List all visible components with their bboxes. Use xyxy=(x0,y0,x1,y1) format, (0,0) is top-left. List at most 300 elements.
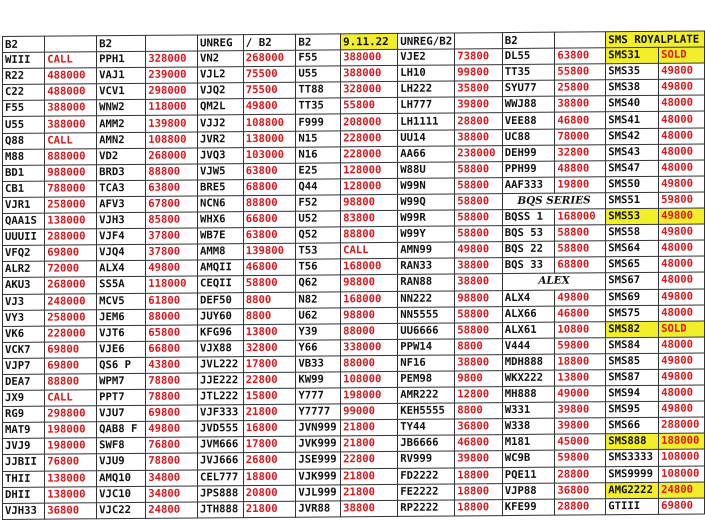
table-body xyxy=(3,31,705,519)
plate-number-cell: VJE2 xyxy=(398,49,455,66)
plate-number-cell: W99R xyxy=(398,210,455,227)
plate-number-cell: DL55 xyxy=(502,48,555,65)
plate-number-cell: SMS3333 xyxy=(606,450,659,467)
price-cell: 24800 xyxy=(146,502,198,519)
price-cell: 39800 xyxy=(555,402,606,418)
price-cell: 13800 xyxy=(243,324,296,341)
plate-number-cell: JUY60 xyxy=(198,308,244,324)
price-cell: 108800 xyxy=(146,132,198,149)
plate-number-cell: VK6 xyxy=(3,326,45,342)
price-cell: 67800 xyxy=(146,196,198,213)
plate-number-cell: AMM8 xyxy=(198,244,244,260)
plate-number-cell: VJF4 xyxy=(97,228,146,244)
plate-number-cell: JVJ666 xyxy=(198,453,244,469)
plate-number-cell: PQE11 xyxy=(502,467,555,484)
plate-number-cell: SMS82 xyxy=(606,321,659,338)
plate-number-cell: RAN33 xyxy=(398,258,455,275)
price-cell: 46800 xyxy=(555,305,606,321)
price-cell: 39800 xyxy=(555,418,606,434)
price-cell: 69800 xyxy=(45,342,97,359)
price-cell: 58800 xyxy=(455,322,502,338)
plate-number-cell: MDH888 xyxy=(502,354,555,371)
plate-number-cell: BQS 53 xyxy=(502,225,555,242)
plate-number-cell: SMS65 xyxy=(606,257,659,274)
price-cell: 88800 xyxy=(45,374,97,391)
plate-number-cell: JVR88 xyxy=(296,501,341,517)
plate-number-cell: CB1 xyxy=(3,181,45,197)
price-cell: 298800 xyxy=(45,406,97,423)
price-cell: 43800 xyxy=(146,357,198,374)
price-cell: 49800 xyxy=(659,224,705,240)
price-cell: 49800 xyxy=(146,260,198,277)
plate-number-cell: SMS67 xyxy=(606,273,659,290)
price-cell: 19800 xyxy=(555,177,606,193)
price-cell: 98800 xyxy=(455,290,502,306)
price-cell: 78000 xyxy=(555,128,606,144)
price-cell: 228000 xyxy=(341,146,398,163)
price-cell: 138000 xyxy=(45,470,97,487)
plate-number-cell: AAF333 xyxy=(502,177,555,194)
plate-number-cell: JPS888 xyxy=(198,485,244,501)
price-cell: 268000 xyxy=(243,50,296,67)
plate-number-cell: SMS53 xyxy=(606,208,659,225)
price-cell: 21800 xyxy=(243,404,296,421)
price-cell: 103000 xyxy=(243,147,296,164)
price-cell: 48000 xyxy=(659,240,705,256)
header-cell: SMS ROYALPLATE xyxy=(606,31,705,48)
price-cell: 258000 xyxy=(45,309,97,326)
price-cell: 24800 xyxy=(659,482,705,498)
price-cell: 49800 xyxy=(455,242,502,258)
price-cell: 76800 xyxy=(146,437,198,454)
price-cell: 63800 xyxy=(555,48,606,64)
price-cell: 38800 xyxy=(555,96,606,112)
plate-number-cell: PPW14 xyxy=(398,339,455,356)
plate-number-cell: QS6 P xyxy=(97,357,146,373)
plate-number-cell: R22 xyxy=(3,68,45,84)
plate-number-cell: GTIII xyxy=(606,498,659,515)
price-cell: 239000 xyxy=(146,67,198,84)
plate-number-cell: UC88 xyxy=(502,129,555,146)
price-cell: 88800 xyxy=(341,227,398,244)
plate-number-cell: U55 xyxy=(3,117,45,133)
plate-number-cell: QAB8 F xyxy=(97,422,146,438)
plate-number-cell: DEA7 xyxy=(3,374,45,390)
price-cell: 198000 xyxy=(45,422,97,439)
plate-number-cell: AA66 xyxy=(398,146,455,163)
price-cell: 118000 xyxy=(146,99,198,116)
price-cell: 61800 xyxy=(146,292,198,309)
header-cell: 9.11.22 xyxy=(341,33,398,50)
plate-number-cell: NN5555 xyxy=(398,307,455,324)
series-label-cell: ALEX xyxy=(502,273,606,290)
plate-number-cell: DHII xyxy=(3,487,45,503)
plate-number-cell: JTH888 xyxy=(198,501,244,517)
price-cell: 18800 xyxy=(455,467,502,483)
plate-number-cell: NF16 xyxy=(398,355,455,372)
price-cell: 338000 xyxy=(341,339,398,356)
plate-number-cell: LH1111 xyxy=(398,113,455,130)
plate-number-cell: VY3 xyxy=(3,310,45,326)
plate-number-cell: MH888 xyxy=(502,386,555,403)
price-cell: 72000 xyxy=(45,261,97,278)
plate-number-cell: AMG2222 xyxy=(606,482,659,499)
price-cell: 488000 xyxy=(45,68,97,85)
price-cell: 21800 xyxy=(341,436,398,453)
plate-number-cell: AFV3 xyxy=(97,196,146,212)
price-cell: 76800 xyxy=(45,454,97,471)
price-cell: 298000 xyxy=(146,83,198,100)
price-cell: 63800 xyxy=(243,163,296,180)
price-cell: 138000 xyxy=(45,213,97,230)
price-cell: 268000 xyxy=(146,148,198,165)
price-cell: 34800 xyxy=(146,486,198,503)
price-cell: 58800 xyxy=(455,161,502,177)
plate-number-cell: VCV1 xyxy=(97,84,146,100)
plate-number-cell: JJE222 xyxy=(198,373,244,389)
header-cell: UNREG/B2 xyxy=(398,33,455,50)
price-cell: 98800 xyxy=(341,194,398,211)
price-cell: 168000 xyxy=(555,209,606,225)
plate-number-cell: JVM666 xyxy=(198,437,244,453)
header-cell: / B2 xyxy=(243,34,296,51)
price-cell: 78800 xyxy=(146,373,198,390)
plate-number-cell: THII xyxy=(3,471,45,487)
plate-number-cell: BRD3 xyxy=(97,164,146,180)
price-cell: 328000 xyxy=(341,82,398,99)
price-cell: 75500 xyxy=(243,66,296,83)
price-cell: 8800 xyxy=(243,308,296,325)
price-cell: 98800 xyxy=(341,275,398,292)
plate-number-cell: VAJ1 xyxy=(97,68,146,84)
plate-number-cell: Q44 xyxy=(296,179,341,195)
price-cell: 28800 xyxy=(455,113,502,129)
plate-number-cell: VFQ2 xyxy=(3,245,45,261)
plate-number-cell: UU14 xyxy=(398,130,455,147)
plate-number-cell: M88 xyxy=(3,149,45,165)
price-cell: 69800 xyxy=(659,498,705,514)
plate-number-cell: SMS9999 xyxy=(606,466,659,483)
price-cell: 78800 xyxy=(146,453,198,470)
price-cell: 48800 xyxy=(555,161,606,177)
header-cell xyxy=(146,35,198,52)
price-cell: 488000 xyxy=(45,84,97,101)
price-cell: 39800 xyxy=(455,451,502,467)
price-cell: CALL xyxy=(45,132,97,149)
price-cell: 48000 xyxy=(659,144,705,160)
price-cell: 36800 xyxy=(555,482,606,498)
plate-number-cell: AMN2 xyxy=(97,132,146,148)
price-cell: 16800 xyxy=(243,420,296,437)
price-cell: 18800 xyxy=(555,354,606,370)
price-cell: 268000 xyxy=(45,277,97,294)
price-cell: 21800 xyxy=(341,484,398,501)
plate-number-cell: LH777 xyxy=(398,97,455,114)
price-cell: 37800 xyxy=(146,244,198,261)
price-cell: 25800 xyxy=(555,80,606,96)
plate-number-cell: PPH1 xyxy=(97,51,146,67)
plate-number-cell: SMS42 xyxy=(606,128,659,145)
price-cell: 49800 xyxy=(243,99,296,116)
plate-number-cell: SWF8 xyxy=(97,438,146,454)
plate-number-cell: KEH5555 xyxy=(398,403,455,420)
price-cell: 20800 xyxy=(243,485,296,502)
price-cell: 58800 xyxy=(243,276,296,293)
plate-number-cell: VD2 xyxy=(97,148,146,164)
plate-number-cell: CEQII xyxy=(198,276,244,292)
price-cell: 88000 xyxy=(341,355,398,372)
price-cell: 388000 xyxy=(45,100,97,117)
plate-number-cell: WB7E xyxy=(198,228,244,244)
price-cell: 58800 xyxy=(555,241,606,257)
plate-number-cell: JTL222 xyxy=(198,389,244,405)
header-cell: B2 xyxy=(97,35,146,51)
price-cell: 58800 xyxy=(455,210,502,226)
plate-number-cell: SMS41 xyxy=(606,112,659,129)
price-cell: 49000 xyxy=(555,386,606,402)
price-cell: 38800 xyxy=(455,354,502,370)
plate-number-cell: VJH33 xyxy=(3,503,45,519)
plate-number-cell: SYU77 xyxy=(502,80,555,97)
price-cell: 128000 xyxy=(341,178,398,195)
price-cell: 988000 xyxy=(45,165,97,182)
plate-number-cell: U52 xyxy=(296,211,341,227)
price-cell: 21800 xyxy=(341,420,398,437)
price-cell: 48000 xyxy=(659,385,705,401)
price-cell: 388000 xyxy=(45,116,97,133)
plate-number-cell: SMS47 xyxy=(606,160,659,177)
plate-number-cell: SMS40 xyxy=(606,96,659,113)
plate-number-cell: VJU9 xyxy=(97,454,146,470)
price-cell: 17800 xyxy=(243,356,296,373)
plate-number-cell: TY44 xyxy=(398,419,455,436)
plate-number-cell: VJU7 xyxy=(97,406,146,422)
plate-number-cell: WIII xyxy=(3,52,45,68)
plate-number-cell: AKU3 xyxy=(3,278,45,294)
price-cell: 46800 xyxy=(455,435,502,451)
plate-number-cell: W99Q xyxy=(398,194,455,211)
price-cell: 388000 xyxy=(341,49,398,66)
plate-number-cell: SMS95 xyxy=(606,401,659,418)
plate-number-cell: VJH3 xyxy=(97,212,146,228)
price-cell: 49800 xyxy=(146,421,198,438)
plate-number-cell: F52 xyxy=(296,195,341,211)
price-cell: 38800 xyxy=(341,500,398,517)
plate-number-cell: SMS69 xyxy=(606,289,659,306)
plate-number-cell: RV999 xyxy=(398,451,455,468)
price-cell: 248000 xyxy=(45,293,97,310)
price-cell: 238000 xyxy=(455,145,502,161)
price-cell: 168000 xyxy=(341,291,398,308)
header-cell: B2 xyxy=(296,34,341,50)
plate-number-cell: JSE999 xyxy=(296,452,341,468)
price-cell: 88800 xyxy=(146,164,198,181)
plate-number-cell: KFE99 xyxy=(502,499,555,516)
plate-number-cell: SS5A xyxy=(97,277,146,293)
plate-number-cell: Q88 xyxy=(3,133,45,149)
price-cell: 63800 xyxy=(146,180,198,197)
plate-number-cell: VJ3 xyxy=(3,294,45,310)
plate-number-cell: SMS85 xyxy=(606,353,659,370)
plate-number-cell: AMQII xyxy=(198,260,244,276)
plate-number-cell: ALX61 xyxy=(502,322,555,339)
price-cell: 37800 xyxy=(146,228,198,245)
price-cell: 39800 xyxy=(455,97,502,113)
price-cell: 118000 xyxy=(146,276,198,293)
price-cell: 28800 xyxy=(555,466,606,482)
price-cell: 34800 xyxy=(146,469,198,486)
plate-number-cell: W99N xyxy=(398,178,455,195)
plate-number-cell: PEM98 xyxy=(398,371,455,388)
price-cell: 49800 xyxy=(659,208,705,224)
plate-number-cell: T53 xyxy=(296,243,341,259)
price-cell: 78800 xyxy=(146,389,198,406)
plate-number-cell: U62 xyxy=(296,307,341,323)
price-cell: 28800 xyxy=(555,498,606,514)
price-cell: 108000 xyxy=(341,371,398,388)
header-cell xyxy=(555,32,606,48)
price-cell: 888000 xyxy=(45,148,97,165)
plate-number-cell: VJP88 xyxy=(502,483,555,500)
price-cell: 38800 xyxy=(455,258,502,274)
plate-number-cell: NN222 xyxy=(398,290,455,307)
plate-number-cell: Y39 xyxy=(296,324,341,340)
plate-number-cell: JVQ3 xyxy=(198,147,244,163)
price-cell: 36800 xyxy=(45,502,97,519)
price-cell: 48000 xyxy=(659,160,705,176)
price-cell: 48000 xyxy=(659,111,705,127)
price-cell: 49800 xyxy=(659,369,705,385)
plate-number-cell: SMS888 xyxy=(606,434,659,451)
plate-number-cell: JB6666 xyxy=(398,435,455,452)
price-cell: 788000 xyxy=(45,181,97,198)
plate-number-cell: BQS 33 xyxy=(502,257,555,274)
plate-number-cell: M181 xyxy=(502,435,555,452)
price-cell: 68800 xyxy=(243,179,296,196)
price-cell: 99800 xyxy=(455,65,502,81)
price-cell: 65800 xyxy=(146,325,198,342)
price-cell: 35800 xyxy=(455,81,502,97)
price-cell: 138000 xyxy=(243,131,296,148)
plate-number-cell: MAT9 xyxy=(3,422,45,438)
plate-number-cell: JVR2 xyxy=(198,131,244,147)
plate-number-cell: SMS38 xyxy=(606,80,659,97)
plate-number-cell: WHX6 xyxy=(198,212,244,228)
plate-number-cell: C22 xyxy=(3,84,45,100)
price-cell: 69800 xyxy=(45,358,97,375)
price-cell: 49800 xyxy=(659,401,705,417)
plate-number-cell: VN2 xyxy=(198,51,244,67)
price-cell: 8800 xyxy=(455,338,502,354)
price-cell: 66800 xyxy=(243,211,296,228)
plate-number-cell: BQS 22 xyxy=(502,241,555,258)
price-cell: 36800 xyxy=(455,419,502,435)
price-cell: 66800 xyxy=(146,341,198,358)
price-cell: 15800 xyxy=(243,388,296,405)
price-cell: 49800 xyxy=(659,353,705,369)
price-cell: 55800 xyxy=(555,64,606,80)
plate-number-cell: VJK999 xyxy=(296,468,341,484)
price-cell: 58800 xyxy=(455,177,502,193)
plate-number-cell: W99Y xyxy=(398,226,455,243)
price-cell: 85800 xyxy=(146,212,198,229)
price-cell: 88800 xyxy=(243,195,296,212)
price-cell: 38800 xyxy=(455,129,502,145)
price-cell: 48000 xyxy=(659,305,705,321)
plate-number-cell: E25 xyxy=(296,163,341,179)
price-cell: 98800 xyxy=(341,307,398,324)
plate-number-cell: MCV5 xyxy=(97,293,146,309)
plate-number-cell: JVJ9 xyxy=(3,439,45,455)
plate-number-cell: RAN88 xyxy=(398,274,455,291)
price-cell: 10800 xyxy=(555,321,606,337)
price-cell: 21800 xyxy=(243,501,296,518)
plate-number-cell: Q52 xyxy=(296,227,341,243)
plate-number-cell: VEE88 xyxy=(502,113,555,130)
price-cell: 18800 xyxy=(455,499,502,515)
price-cell: 58800 xyxy=(555,225,606,241)
plate-number-cell: WNW2 xyxy=(97,100,146,116)
price-cell: 88000 xyxy=(341,323,398,340)
price-cell: 58800 xyxy=(455,226,502,242)
plate-number-cell: JVD555 xyxy=(198,421,244,437)
plate-number-cell: VJP7 xyxy=(3,358,45,374)
plate-number-cell: SMS58 xyxy=(606,224,659,241)
price-cell: 59800 xyxy=(555,450,606,466)
plate-number-cell: SMS66 xyxy=(606,418,659,435)
price-cell: CALL xyxy=(45,52,97,69)
plate-number-cell: SMS50 xyxy=(606,176,659,193)
header-cell: B2 xyxy=(3,36,45,52)
header-cell: B2 xyxy=(502,32,555,49)
plate-number-cell: FE2222 xyxy=(398,484,455,501)
plate-number-cell: ALX66 xyxy=(502,306,555,323)
plate-number-cell: DEH99 xyxy=(502,145,555,162)
plate-price-sheet xyxy=(2,30,705,519)
plate-number-cell: BD1 xyxy=(3,165,45,181)
price-cell: 288000 xyxy=(659,417,705,433)
price-cell: 55800 xyxy=(341,98,398,115)
plate-number-cell: AMM2 xyxy=(97,116,146,132)
price-cell: 49800 xyxy=(555,289,606,305)
plate-number-cell: JX9 xyxy=(3,390,45,406)
plate-number-cell: TT35 xyxy=(502,64,555,81)
price-cell: 258000 xyxy=(45,197,97,214)
plate-number-cell: DEF50 xyxy=(198,292,244,308)
price-cell: 388000 xyxy=(341,66,398,83)
price-cell: 108000 xyxy=(659,466,705,482)
plate-number-cell: V444 xyxy=(502,338,555,355)
price-cell: 48000 xyxy=(659,95,705,111)
price-cell: 22800 xyxy=(243,372,296,389)
price-cell: 198000 xyxy=(45,438,97,455)
price-cell: 63800 xyxy=(243,227,296,244)
plate-number-cell: BQSS 1 xyxy=(502,209,555,226)
plate-number-cell: SMS84 xyxy=(606,337,659,354)
price-cell: 8800 xyxy=(243,292,296,309)
price-cell: 288000 xyxy=(45,229,97,246)
price-cell: 228000 xyxy=(45,325,97,342)
plate-number-cell: UUUII xyxy=(3,229,45,245)
plate-number-cell: CEL777 xyxy=(198,469,244,485)
plate-number-cell: ALR2 xyxy=(3,261,45,277)
plate-number-cell: PPH99 xyxy=(502,161,555,178)
price-cell: 328000 xyxy=(146,51,198,68)
plate-number-cell: VJL2 xyxy=(198,67,244,83)
price-cell: 75500 xyxy=(243,82,296,99)
price-cell: 68800 xyxy=(555,257,606,273)
plate-number-cell: LH222 xyxy=(398,81,455,98)
